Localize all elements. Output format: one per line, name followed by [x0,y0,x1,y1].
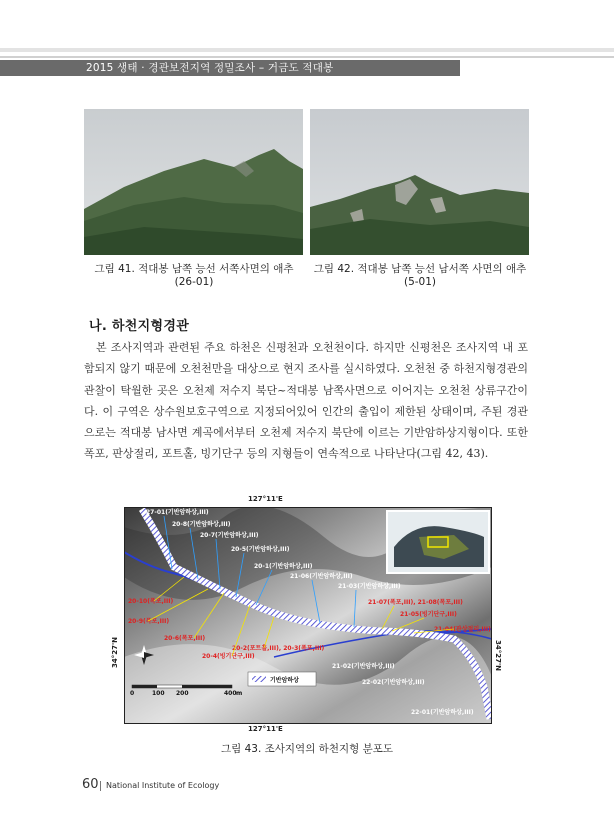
map-coord-top: 127°11'E [248,495,283,503]
site-label: 20-7(기반암하상,III) [200,532,259,539]
scale-tick-0: 0 [130,690,135,697]
site-label: 20-9(폭포,III) [128,618,170,625]
running-header-title: 2015 생태 · 경관보전지역 정밀조사 – 거금도 적대봉 [86,62,334,74]
header-rule [0,56,614,58]
figure-41-photo [84,109,303,255]
site-label: 21-07(폭포,III), 21-08(폭포,III) [368,599,463,606]
body-paragraph: 본 조사지역과 관련된 주요 하천은 신평천과 오천천이다. 하지만 신평천은 조사지역 내 포함되지 않기 때문에 오천천만을 대상으로 현지 조사를 실시하였다. 오천천 중 하천지형경관의 관찰이 탁월한 곳은 오천제 저수지 북단~적대봉 남쪽사면으로 이어지는 오천천 상류구간이다. 이 구역은 상수원보호구역으로 지정되어있어 인간의 출입이 제한된 상태이며, 주된 경관으로는 적대봉 남사면 계곡에서부터 오천제 저수지 북단에 이르는 기반암하상지형이다. 또한 폭포, 판상절리, 포트홀, 빙기단구 등의 지형들이 연속적으로 나타난다(그림 42, 43). [84,341,528,461]
site-label: 20-2(포트홀,III), 20-3(폭포,III) [232,645,325,652]
figure-43-caption: 그림 43. 조사지역의 하천지형 분포도 [220,743,394,755]
map-coord-bottom: 127°11'E [248,725,283,733]
site-label: 20-6(폭포,III) [164,635,206,642]
scale-tick-400: 400 [224,690,237,697]
figure-41-caption-line2: (26-01) [174,276,214,288]
site-label: 21-02(기반암하상,III) [332,663,395,670]
section-heading: 나. 하천지형경관 [89,319,190,334]
site-label: 22-02(기반암하상,III) [362,679,425,686]
site-label: 20-5(기반암하상,III) [231,546,290,553]
site-label: 20-8(기반암하상,III) [172,521,231,528]
site-label: 20-1(기반암하상,III) [254,563,313,570]
figure-41-caption-line1: 그림 41. 적대봉 남쪽 능선 서쪽사면의 애추 [94,263,294,275]
figure-43-map [124,507,492,724]
figure-42-caption [306,263,534,289]
figure-42-caption-line1: 그림 42. 적대봉 남쪽 능선 남서쪽 사면의 애추 [313,263,527,275]
site-label: 22-01(기반암하상,III) [411,709,474,716]
map-coord-left: 34°27'N [111,637,119,668]
footer-divider [100,781,101,791]
legend-bedrock-label: 기반암하상 [270,677,299,684]
scale-tick-100: 100 [152,690,165,697]
site-label: 21-05(빙기단구,III) [400,611,457,618]
site-label: 27-01(기반암하상,III) [146,509,209,516]
map-coord-right: 34°27'N [494,640,502,671]
scale-unit: m [236,690,243,697]
top-rule [0,48,614,52]
map-legend [248,672,316,686]
site-label: 20-10(폭포,III) [128,598,174,605]
legend-bedrock-swatch [252,676,266,682]
footer-organization: National Institute of Ecology [106,781,220,790]
site-label: 21-04(관상절리,III) [434,626,491,633]
site-label: 21-03(기반암하상,III) [338,583,401,590]
site-label: 20-4(빙기단구,III) [202,653,255,660]
page-number: 60 [82,777,99,792]
figure-41-caption [80,263,308,289]
figure-42-photo [310,109,529,255]
scale-tick-200: 200 [176,690,189,697]
site-label: 21-06(기반암하상,III) [290,573,353,580]
figure-42-caption-line2: (5-01) [403,276,437,288]
